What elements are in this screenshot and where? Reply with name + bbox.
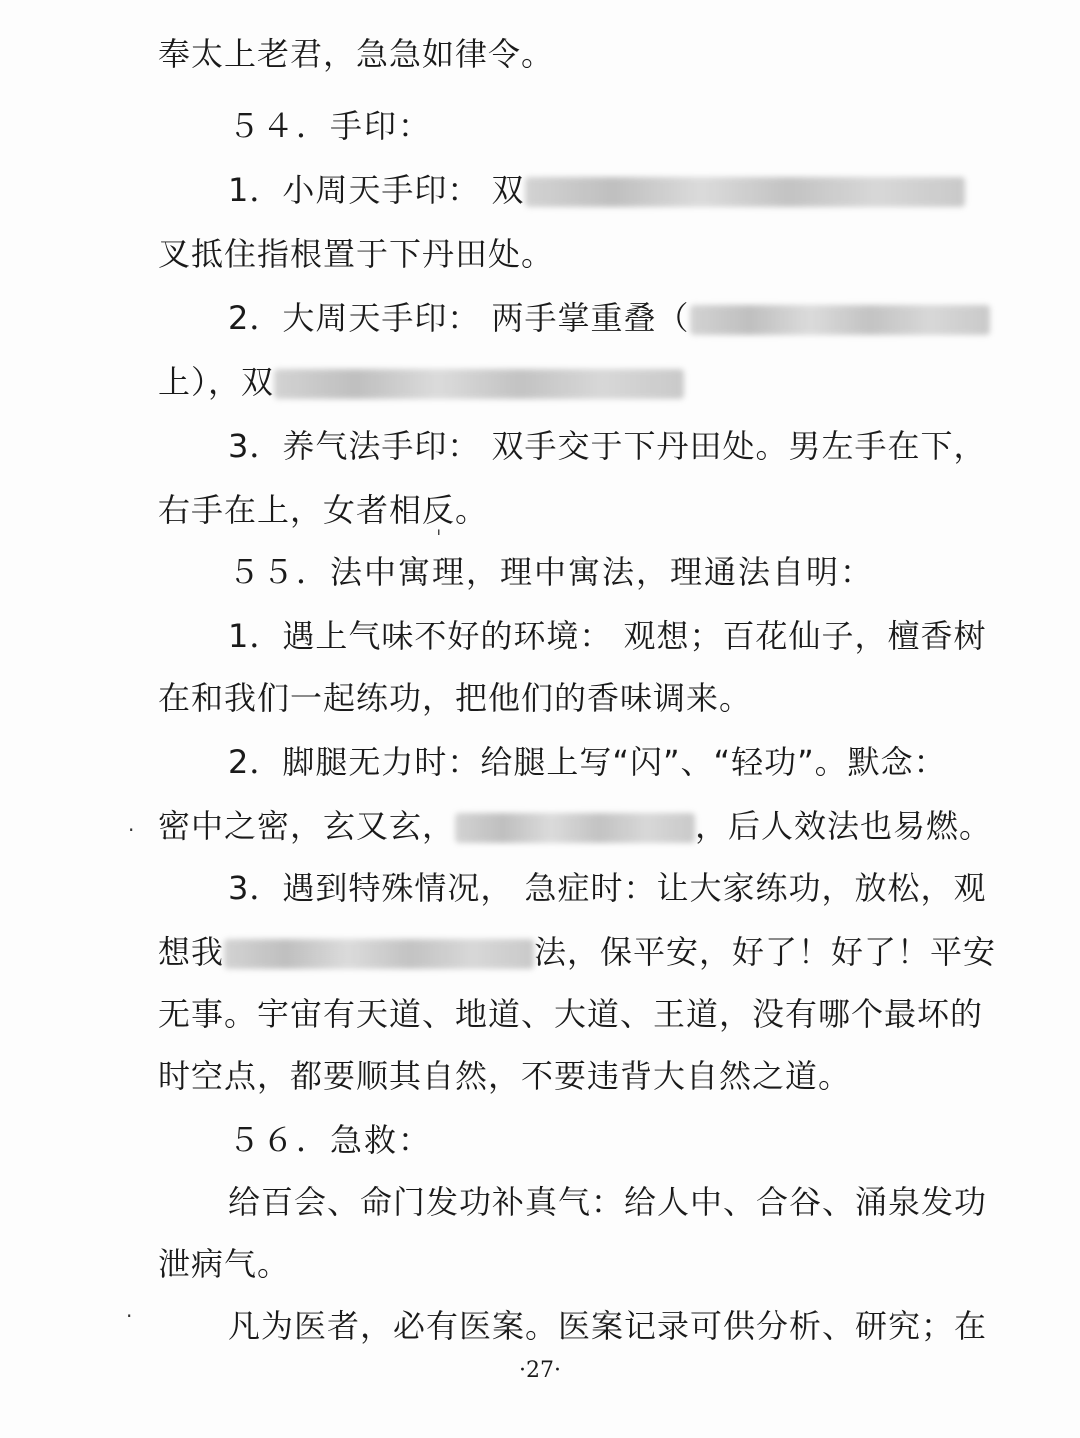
text-line (228, 170, 965, 210)
redacted-text (690, 305, 990, 335)
text-line: 凡为医者，必有医案。医案记录可供分析、研究；在 (228, 1307, 988, 1345)
text-line: 时空点，都要顺其自然，不要违背大自然之道。 (158, 1057, 852, 1095)
text-line: 泄病气。 (158, 1245, 291, 1283)
text-segment: 法，保平安，好了！好了！平安 (534, 933, 997, 971)
redacted-text (455, 813, 695, 843)
stray-mark: . (128, 812, 135, 836)
redacted-text (525, 177, 965, 207)
section-heading-55: ５５．法中寓理，理中寓法，理通法自明： (228, 553, 875, 591)
text-segment: ，后人效法也易燃。 (695, 807, 993, 845)
section-heading-56: ５６．急救： (228, 1121, 433, 1159)
text-line (158, 932, 996, 972)
text-segment: 上），双 (158, 363, 275, 401)
text-line: 叉抵住指根置于下丹田处。 (158, 235, 555, 273)
redacted-text (274, 369, 684, 399)
page-number: ·27· (519, 1358, 561, 1383)
text-line: 在和我们一起练功，把他们的香味调来。 (158, 679, 753, 717)
section-heading-54: ５４．手印： (228, 107, 433, 145)
text-segment: 2．大周天手印： 两手掌重叠（ (228, 299, 690, 337)
stray-mark: ˈ (436, 526, 442, 550)
text-line (228, 298, 990, 338)
text-line: 右手在上，女者相反。 (158, 491, 489, 529)
redacted-text (224, 939, 534, 969)
text-line: 无事。宇宙有天道、地道、大道、王道，没有哪个最坏的 (158, 995, 984, 1033)
text-segment: 密中之密，玄又玄， (158, 807, 456, 845)
stray-mark: . (126, 1298, 133, 1322)
text-line (158, 806, 992, 846)
text-line: 1．遇上气味不好的环境： 观想；百花仙子，檀香树 (228, 617, 987, 655)
text-line (158, 362, 684, 402)
text-line: 给百会、命门发功补真气：给人中、合谷、涌泉发功 (228, 1183, 988, 1221)
text-segment: 1．小周天手印： 双 (228, 171, 525, 209)
text-line: 2．脚腿无力时：给腿上写“闪”、“轻功”。默念： (228, 743, 947, 781)
text-line: 奉太上老君，急急如律令。 (158, 35, 555, 73)
text-segment: 想我 (158, 933, 225, 971)
text-line: 3．养气法手印： 双手交于下丹田处。男左手在下， (228, 427, 987, 465)
text-line: 3．遇到特殊情况， 急症时：让大家练功，放松，观 (228, 869, 987, 907)
